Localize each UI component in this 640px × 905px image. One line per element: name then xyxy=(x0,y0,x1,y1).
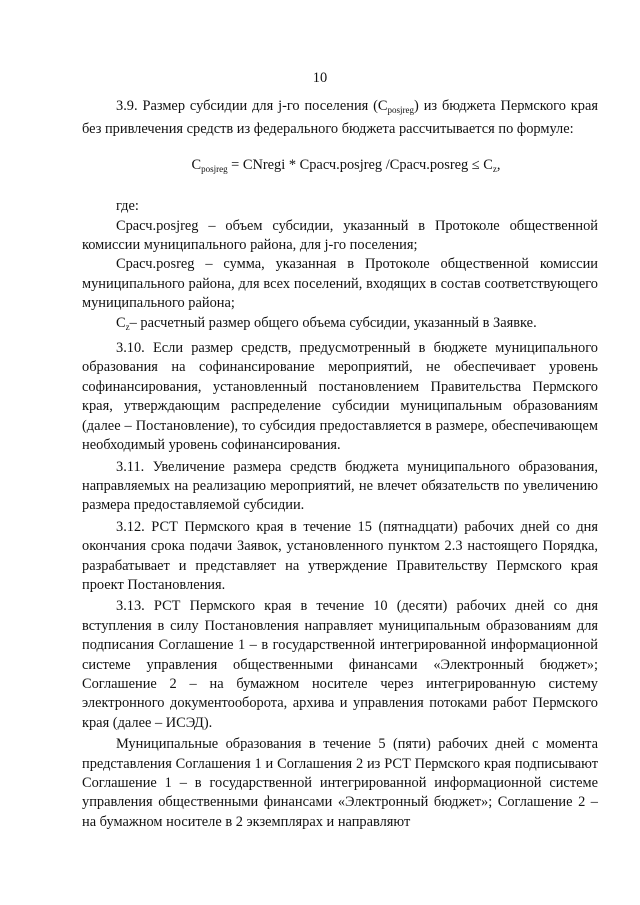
formula-c: С xyxy=(191,156,202,173)
def3-subscript: z xyxy=(125,321,130,332)
formula-end: , xyxy=(496,156,501,173)
paragraph-3-10: 3.10. Если размер средств, предусмотренный в бюджете муниципального образования на софинансирование мероприятий, не обеспечивает уровень софинансирования, установленный постановлением Правительства Пермского края, утверждающим распределение субсидии муниципальным образованиям (далее – Постановление), то субсидия предоставляется в размере, обеспечивающем необходимый уровень софинансирования. xyxy=(82,340,598,454)
def3-text: – расчетный размер общего объема субсидии, указанный в Заявке. xyxy=(129,314,537,331)
p39-text-end: ) из бюджета Пермского края без привлечения средств из федерального бюджета рассчитывается по формуле: xyxy=(82,98,598,138)
paragraph-3-9 xyxy=(82,97,598,140)
def3-c: С xyxy=(116,314,126,331)
definition-posreg: Срасч.posreg – сумма, указанная в Протоколе общественной комиссии муниципального района, для всех поселений, входящих в состав соответствующего муниципального района; xyxy=(82,256,598,312)
document-body xyxy=(82,97,598,832)
subsidy-formula xyxy=(82,156,598,179)
paragraph-3-13: 3.13. РСТ Пермского края в течение 10 (десяти) рабочих дней со дня вступления в силу Постановления направляет муниципальным образованиям для подписания Соглашение 1 – в государственной интегрированной информационной системе управления общественными финансами «Электронный бюджет»; Соглашение 2 – на бумажном носителе через интегрированную систему электронного документооборота, архива и управления потоками работ Пермского края (далее – ИСЭД). xyxy=(82,598,598,731)
definition-posjreg: Срасч.posjreg – объем субсидии, указанный в Протоколе общественной комиссии муниципального района, для j-го поселения; xyxy=(82,217,598,254)
paragraph-3-12: 3.12. РСТ Пермского края в течение 15 (пятнадцати) рабочих дней со дня окончания срока подачи Заявок, установленного пунктом 2.3 настоящего Порядка, разрабатывает и представляет на утверждение Правительству Пермского края проект Постановления. xyxy=(82,518,598,593)
paragraph-3-11: 3.11. Увеличение размера средств бюджета муниципального образования, направляемых на реализацию мероприятий, не влечет обязательств по увеличению размера предоставляемой субсидии. xyxy=(82,458,598,514)
p39-text-start: 3.9. Размер субсидии для j-го поселения (С xyxy=(116,98,388,114)
page-number: 10 xyxy=(312,70,328,86)
where-label: где: xyxy=(116,198,139,215)
p39-subscript: posjreg xyxy=(387,105,415,115)
formula-cz-subscript: z xyxy=(492,163,497,174)
formula-expression: = CNregi * Срасч.posjreg /Срасч.posreg ≤ С xyxy=(227,156,493,173)
formula-c-subscript: posjreg xyxy=(201,163,228,174)
paragraph-municipal-signing: Муниципальные образования в течение 5 (пяти) рабочих дней с момента представления Соглашения 1 и Соглашения 2 из РСТ Пермского края подписывают Соглашение 1 – в государственной интегрированной информационной системе управления общественными финансами «Электронный бюджет»; Соглашение 2 – на бумажном носителе в 2 экземплярах и направляют xyxy=(82,736,598,830)
definition-cz xyxy=(82,314,598,337)
